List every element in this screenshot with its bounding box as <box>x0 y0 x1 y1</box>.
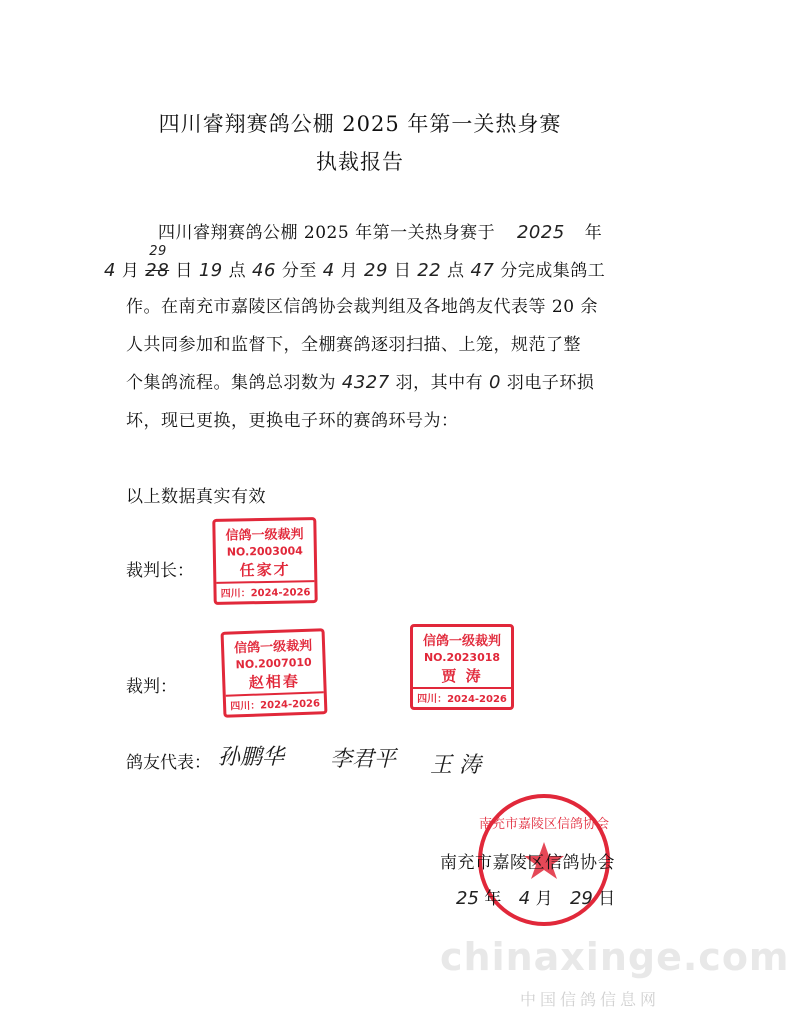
stamp-number: NO.2003004 <box>226 544 303 559</box>
hour-unit-2: 点 <box>447 261 465 281</box>
date-month-unit: 月 <box>535 889 553 909</box>
date-year: 25 <box>456 888 479 909</box>
day-unit-1: 日 <box>175 261 193 281</box>
stamp-name: 赵相春 <box>248 672 301 692</box>
stamp-number: NO.2007010 <box>235 655 312 672</box>
signature-rep-3: 王 涛 <box>430 753 481 778</box>
chief-referee-stamp <box>212 517 317 605</box>
handwritten-minute-1: 46 <box>252 260 276 281</box>
date-month: 4 <box>518 888 531 909</box>
handwritten-total-count: 4327 <box>341 372 390 393</box>
report-title: 四川睿翔赛鸽公棚 2025 年第一关热身赛 <box>158 112 562 136</box>
paragraph-line-4: 人共同参加和监督下，全棚赛鸽逐羽扫描、上笼，规范了整 <box>126 335 581 355</box>
handwritten-damaged-count: 0 <box>489 372 501 393</box>
association-name: 南充市嘉陵区信鸽协会 <box>440 853 615 873</box>
signature-rep-1: 孙鹏华 <box>218 745 285 770</box>
day-1-correction: 29 <box>149 244 167 259</box>
line1-text: 四川睿翔赛鸽公棚 2025 年第一关热身赛于 <box>158 223 496 243</box>
paragraph-line-3: 作。在南充市嘉陵区信鸽协会裁判组及各地鸽友代表等 20 余 <box>126 297 598 317</box>
day-1-crossed: 28 <box>145 260 170 281</box>
month-unit-2: 月 <box>340 261 359 281</box>
report-subtitle: 执裁报告 <box>316 150 404 174</box>
date-year-unit: 年 <box>484 889 502 909</box>
handwritten-month-2: 4 <box>322 260 335 281</box>
watermark-domain: chinaxinge.com <box>440 935 790 979</box>
minute-unit-1: 分至 <box>281 261 317 281</box>
handwritten-hour-2: 22 <box>417 260 442 281</box>
stamp-name: 贾 涛 <box>441 667 483 685</box>
stamp-number: NO.2023018 <box>423 651 501 664</box>
paragraph-line-1 <box>158 218 602 243</box>
stamp-title: 信鸽一级裁判 <box>225 527 304 544</box>
stamp-region: 四川：2024-2026 <box>226 691 325 712</box>
referee-stamp-2 <box>410 624 514 710</box>
validity-statement: 以上数据真实有效 <box>126 487 266 507</box>
handwritten-day-2: 29 <box>364 260 388 281</box>
line5-suffix: 羽电子环损 <box>506 373 595 393</box>
date-day-unit: 日 <box>598 889 616 909</box>
handwritten-year: 2025 <box>516 222 565 243</box>
referee-stamp-1 <box>221 628 328 718</box>
handwritten-minute-2: 47 <box>470 260 495 281</box>
signature-rep-2: 李君平 <box>330 747 397 772</box>
watermark-site-name: 中国信鸽信息网 <box>520 990 661 1009</box>
signing-date <box>456 884 615 909</box>
handwritten-hour-1: 19 <box>198 260 223 281</box>
paragraph-line-5 <box>126 368 594 393</box>
day-unit-2: 日 <box>393 261 412 281</box>
stamp-title: 信鸽一级裁判 <box>233 638 313 657</box>
representatives-label: 鸽友代表： <box>126 753 211 773</box>
line2-suffix: 分完成集鸽工 <box>500 261 606 281</box>
line5-mid: 羽，其中有 <box>395 373 484 393</box>
paragraph-line-2 <box>104 244 606 281</box>
year-unit: 年 <box>584 223 603 243</box>
stamp-region: 四川：2024-2026 <box>413 687 511 705</box>
chief-referee-label: 裁判长： <box>126 561 194 581</box>
line5-prefix: 个集鸽流程。集鸽总羽数为 <box>126 373 336 393</box>
paragraph-line-6: 坏，现已更换，更换电子环的赛鸽环号为： <box>126 411 459 431</box>
hour-unit-1: 点 <box>228 261 247 281</box>
date-day: 29 <box>569 888 593 909</box>
seal-text: 南充市嘉陵区信鸽协会 <box>478 817 610 832</box>
referee-label: 裁判： <box>126 677 177 697</box>
handwritten-month-1: 4 <box>104 260 116 281</box>
month-unit-1: 月 <box>121 261 140 281</box>
handwritten-day-1 <box>145 244 175 281</box>
stamp-title: 信鸽一级裁判 <box>422 634 501 649</box>
stamp-name: 任家才 <box>239 560 291 580</box>
stamp-region: 四川：2024-2026 <box>216 580 314 600</box>
